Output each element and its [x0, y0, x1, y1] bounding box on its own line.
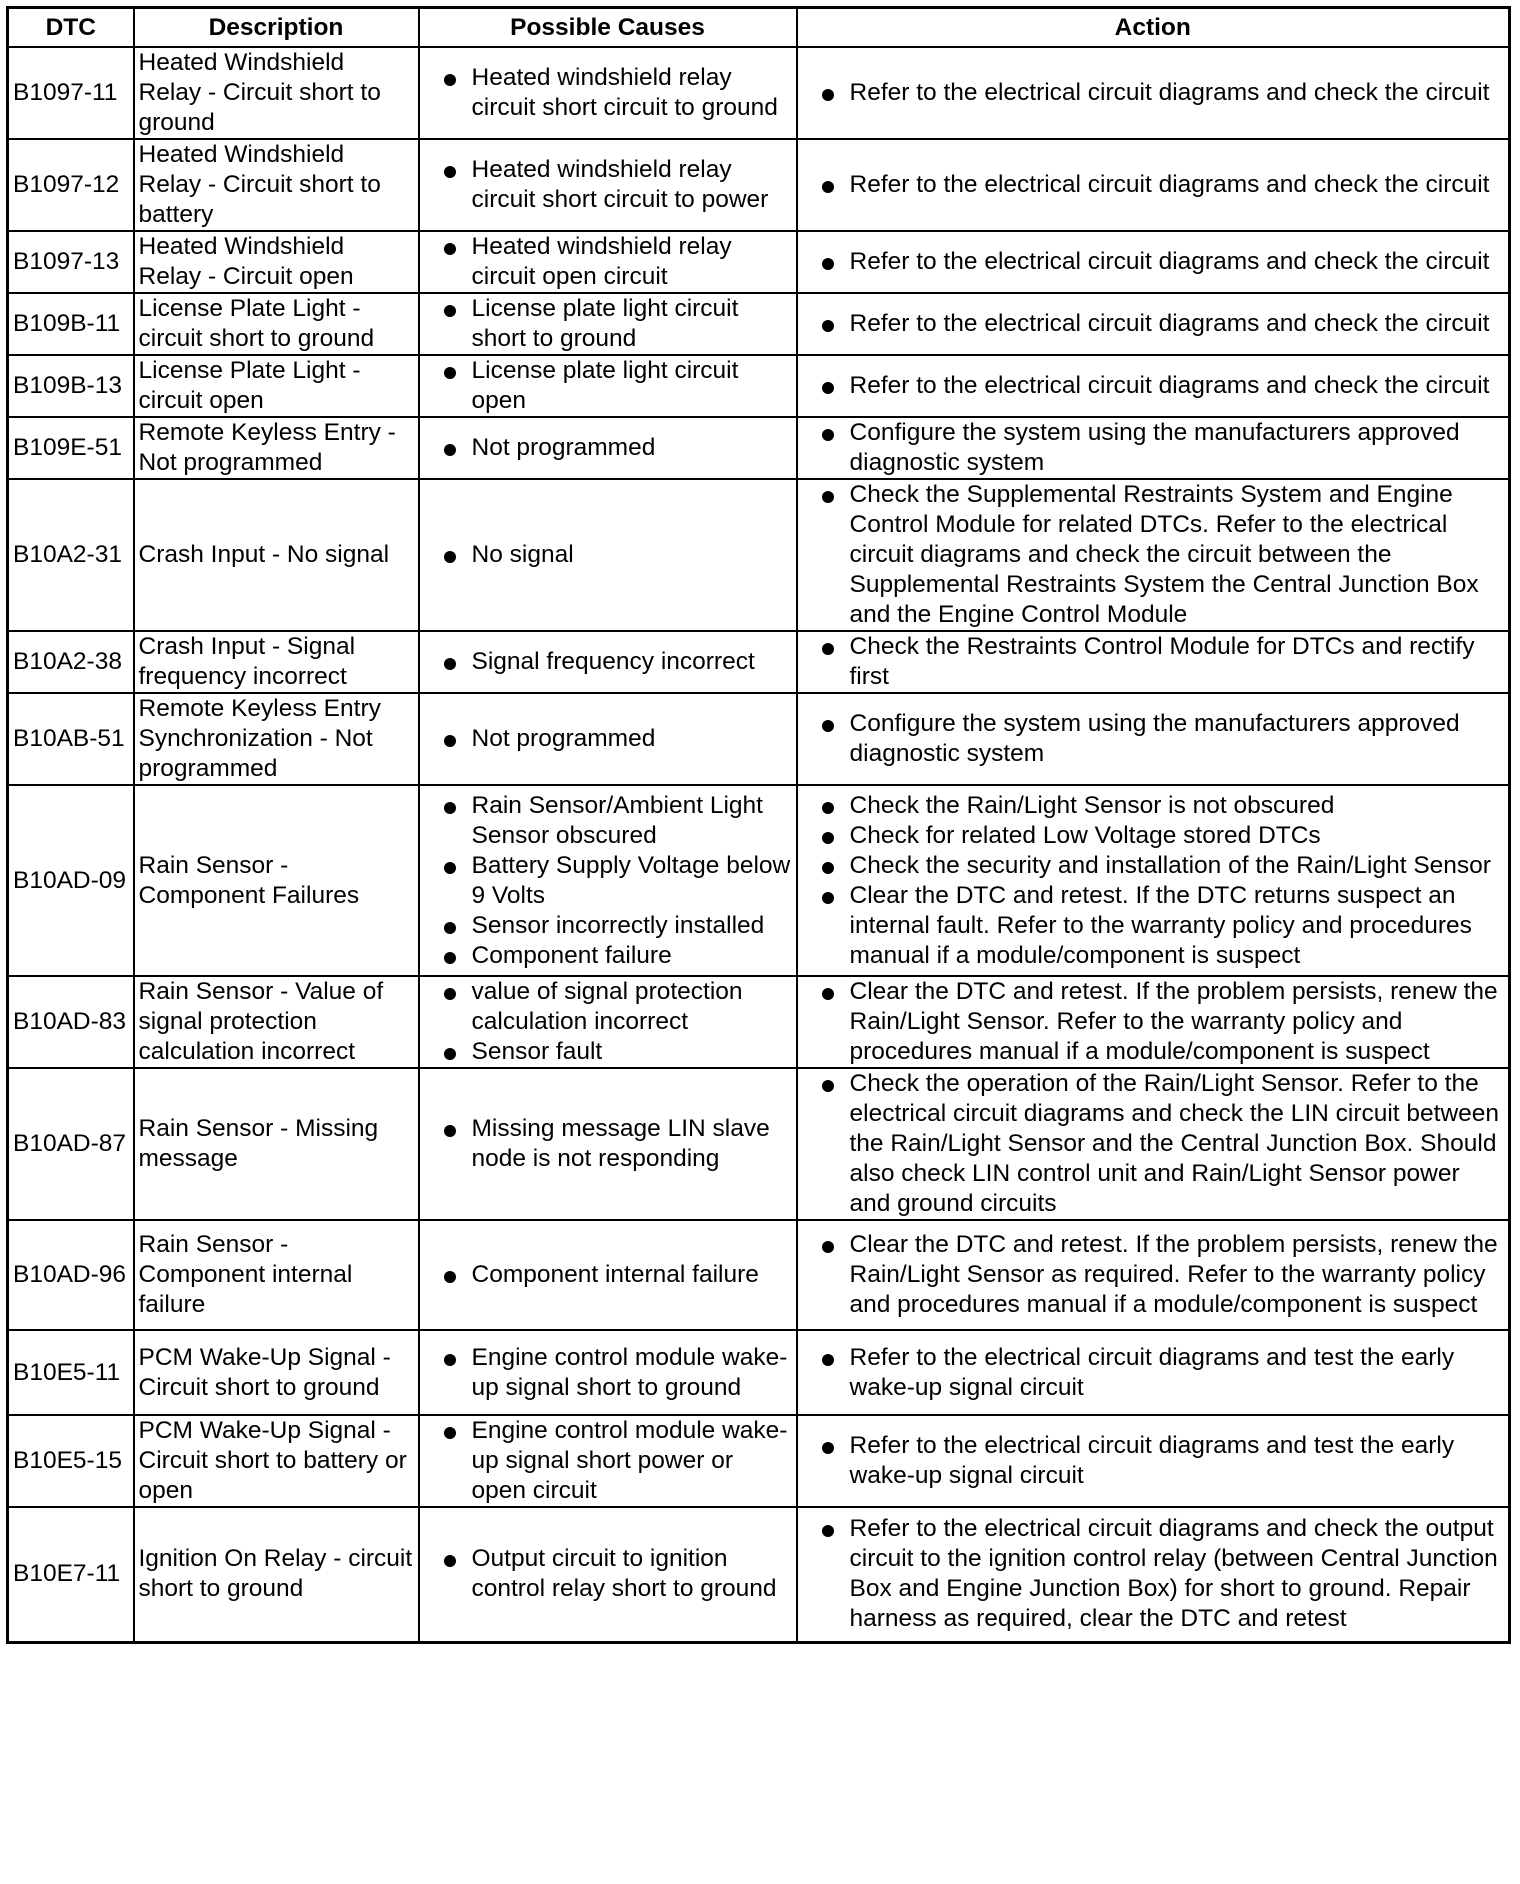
- dtc-code: B109E-51: [8, 417, 134, 479]
- action-item: Check the Rain/Light Sensor is not obscured: [802, 791, 1505, 821]
- action-list: [802, 78, 1505, 108]
- possible-causes-list: [424, 1114, 792, 1174]
- action-item: Check the security and installation of the Rain/Light Sensor: [802, 851, 1505, 881]
- action-cell: [797, 785, 1510, 976]
- possible-causes-cell: [419, 355, 797, 417]
- dtc-description: Heated Windshield Relay - Circuit short to battery: [134, 139, 419, 231]
- dtc-code: B10A2-31: [8, 479, 134, 631]
- action-cell: [797, 1330, 1510, 1415]
- possible-causes-cell: [419, 693, 797, 785]
- dtc-code: B109B-13: [8, 355, 134, 417]
- dtc-code: B10E5-15: [8, 1415, 134, 1507]
- action-cell: [797, 47, 1510, 139]
- dtc-table-container: [6, 6, 1511, 1644]
- dtc-code: B10AB-51: [8, 693, 134, 785]
- table-row: [8, 976, 1510, 1068]
- possible-causes-cell: [419, 1330, 797, 1415]
- possible-causes-cell: [419, 631, 797, 693]
- action-item: Clear the DTC and retest. If the DTC returns suspect an internal fault. Refer to the warranty policy and procedures manual if a module/component is suspect: [802, 881, 1505, 971]
- possible-causes-cell: [419, 1220, 797, 1330]
- dtc-code: B10AD-87: [8, 1068, 134, 1220]
- dtc-description: PCM Wake-Up Signal - Circuit short to battery or open: [134, 1415, 419, 1507]
- dtc-description: Rain Sensor - Value of signal protection calculation incorrect: [134, 976, 419, 1068]
- action-item: Refer to the electrical circuit diagrams and test the early wake-up signal circuit: [802, 1343, 1505, 1403]
- cause-item: Heated windshield relay circuit open circuit: [424, 232, 792, 292]
- action-list: [802, 480, 1505, 630]
- action-item: Configure the system using the manufacturers approved diagnostic system: [802, 418, 1505, 478]
- action-cell: [797, 1507, 1510, 1642]
- action-list: [802, 1343, 1505, 1403]
- dtc-code: B1097-11: [8, 47, 134, 139]
- cause-item: Heated windshield relay circuit short circuit to ground: [424, 63, 792, 123]
- action-cell: [797, 293, 1510, 355]
- table-row: [8, 1330, 1510, 1415]
- dtc-description: PCM Wake-Up Signal - Circuit short to ground: [134, 1330, 419, 1415]
- dtc-description: Rain Sensor - Component internal failure: [134, 1220, 419, 1330]
- action-list: [802, 1431, 1505, 1491]
- action-cell: [797, 1068, 1510, 1220]
- table-row: [8, 1068, 1510, 1220]
- dtc-description: License Plate Light - circuit short to ground: [134, 293, 419, 355]
- table-row: [8, 47, 1510, 139]
- possible-causes-list: [424, 977, 792, 1067]
- cause-item: Engine control module wake-up signal short to ground: [424, 1343, 792, 1403]
- possible-causes-list: [424, 724, 792, 754]
- cause-item: Missing message LIN slave node is not responding: [424, 1114, 792, 1174]
- action-cell: [797, 1220, 1510, 1330]
- cause-item: Output circuit to ignition control relay short to ground: [424, 1544, 792, 1604]
- dtc-code: B109B-11: [8, 293, 134, 355]
- action-item: Clear the DTC and retest. If the problem persists, renew the Rain/Light Sensor as required. Refer to the warranty policy and procedures manual if a module/component is suspect: [802, 1230, 1505, 1320]
- dtc-code: B10E5-11: [8, 1330, 134, 1415]
- possible-causes-list: [424, 540, 792, 570]
- cause-item: value of signal protection calculation incorrect: [424, 977, 792, 1037]
- table-row: [8, 785, 1510, 976]
- dtc-table: [6, 6, 1511, 1644]
- dtc-code: B1097-13: [8, 231, 134, 293]
- action-item: Check for related Low Voltage stored DTCs: [802, 821, 1505, 851]
- cause-item: Engine control module wake-up signal short power or open circuit: [424, 1416, 792, 1506]
- action-cell: [797, 417, 1510, 479]
- possible-causes-list: [424, 1260, 792, 1290]
- dtc-description: Ignition On Relay - circuit short to ground: [134, 1507, 419, 1642]
- dtc-description: Rain Sensor - Missing message: [134, 1068, 419, 1220]
- possible-causes-cell: [419, 293, 797, 355]
- action-list: [802, 977, 1505, 1067]
- action-list: [802, 309, 1505, 339]
- action-item: Configure the system using the manufacturers approved diagnostic system: [802, 709, 1505, 769]
- possible-causes-list: [424, 1544, 792, 1604]
- dtc-description: Heated Windshield Relay - Circuit short to ground: [134, 47, 419, 139]
- possible-causes-list: [424, 155, 792, 215]
- header-possible-causes: Possible Causes: [419, 8, 797, 48]
- possible-causes-cell: [419, 1068, 797, 1220]
- action-item: Check the Restraints Control Module for DTCs and rectify first: [802, 632, 1505, 692]
- dtc-code: B10E7-11: [8, 1507, 134, 1642]
- action-item: Refer to the electrical circuit diagrams and check the circuit: [802, 78, 1505, 108]
- possible-causes-cell: [419, 139, 797, 231]
- action-list: [802, 1514, 1505, 1634]
- action-list: [802, 371, 1505, 401]
- action-list: [802, 709, 1505, 769]
- cause-item: Component internal failure: [424, 1260, 792, 1290]
- action-item: Check the operation of the Rain/Light Sensor. Refer to the electrical circuit diagrams and check the LIN circuit between the Rain/Light Sensor and the Central Junction Box. Should also check LIN control unit and Rain/Light Sensor power and ground circuits: [802, 1069, 1505, 1219]
- action-item: Refer to the electrical circuit diagrams and test the early wake-up signal circuit: [802, 1431, 1505, 1491]
- header-dtc: DTC: [8, 8, 134, 48]
- dtc-description: Crash Input - No signal: [134, 479, 419, 631]
- possible-causes-list: [424, 791, 792, 971]
- table-row: [8, 693, 1510, 785]
- cause-item: License plate light circuit short to ground: [424, 294, 792, 354]
- possible-causes-list: [424, 1343, 792, 1403]
- action-cell: [797, 139, 1510, 231]
- table-row: [8, 479, 1510, 631]
- dtc-code: B10AD-09: [8, 785, 134, 976]
- action-cell: [797, 479, 1510, 631]
- dtc-code: B1097-12: [8, 139, 134, 231]
- table-row: [8, 417, 1510, 479]
- dtc-description: License Plate Light - circuit open: [134, 355, 419, 417]
- possible-causes-cell: [419, 976, 797, 1068]
- possible-causes-cell: [419, 785, 797, 976]
- possible-causes-list: [424, 1416, 792, 1506]
- cause-item: Not programmed: [424, 433, 792, 463]
- dtc-description: Remote Keyless Entry Synchronization - Not programmed: [134, 693, 419, 785]
- cause-item: License plate light circuit open: [424, 356, 792, 416]
- cause-item: Signal frequency incorrect: [424, 647, 792, 677]
- possible-causes-list: [424, 63, 792, 123]
- table-row: [8, 1415, 1510, 1507]
- table-row: [8, 231, 1510, 293]
- action-cell: [797, 976, 1510, 1068]
- action-list: [802, 632, 1505, 692]
- action-list: [802, 418, 1505, 478]
- table-row: [8, 355, 1510, 417]
- possible-causes-cell: [419, 417, 797, 479]
- cause-item: No signal: [424, 540, 792, 570]
- action-cell: [797, 231, 1510, 293]
- table-row: [8, 293, 1510, 355]
- cause-item: Rain Sensor/Ambient Light Sensor obscured: [424, 791, 792, 851]
- table-header-row: [8, 8, 1510, 48]
- action-list: [802, 247, 1505, 277]
- action-cell: [797, 693, 1510, 785]
- dtc-description: Remote Keyless Entry - Not programmed: [134, 417, 419, 479]
- cause-item: Not programmed: [424, 724, 792, 754]
- action-list: [802, 791, 1505, 971]
- action-cell: [797, 1415, 1510, 1507]
- dtc-description: Rain Sensor - Component Failures: [134, 785, 419, 976]
- possible-causes-cell: [419, 1415, 797, 1507]
- action-cell: [797, 631, 1510, 693]
- possible-causes-list: [424, 356, 792, 416]
- action-list: [802, 1230, 1505, 1320]
- possible-causes-list: [424, 294, 792, 354]
- possible-causes-cell: [419, 231, 797, 293]
- action-item: Refer to the electrical circuit diagrams and check the circuit: [802, 309, 1505, 339]
- header-description: Description: [134, 8, 419, 48]
- dtc-code: B10AD-96: [8, 1220, 134, 1330]
- cause-item: Battery Supply Voltage below 9 Volts: [424, 851, 792, 911]
- action-list: [802, 170, 1505, 200]
- table-row: [8, 1220, 1510, 1330]
- action-item: Check the Supplemental Restraints System and Engine Control Module for related DTCs. Refer to the electrical circuit diagrams and check the circuit between the Supplemental Restraints System the Central Junction Box and the Engine Control Module: [802, 480, 1505, 630]
- cause-item: Sensor fault: [424, 1037, 792, 1067]
- table-body: [8, 47, 1510, 1642]
- possible-causes-cell: [419, 47, 797, 139]
- possible-causes-list: [424, 232, 792, 292]
- dtc-description: Heated Windshield Relay - Circuit open: [134, 231, 419, 293]
- action-list: [802, 1069, 1505, 1219]
- dtc-code: B10AD-83: [8, 976, 134, 1068]
- table-row: [8, 1507, 1510, 1642]
- cause-item: Heated windshield relay circuit short circuit to power: [424, 155, 792, 215]
- action-item: Refer to the electrical circuit diagrams and check the circuit: [802, 247, 1505, 277]
- cause-item: Sensor incorrectly installed: [424, 911, 792, 941]
- cause-item: Component failure: [424, 941, 792, 971]
- table-row: [8, 631, 1510, 693]
- possible-causes-cell: [419, 1507, 797, 1642]
- action-item: Refer to the electrical circuit diagrams and check the circuit: [802, 371, 1505, 401]
- dtc-description: Crash Input - Signal frequency incorrect: [134, 631, 419, 693]
- possible-causes-list: [424, 647, 792, 677]
- possible-causes-cell: [419, 479, 797, 631]
- action-item: Refer to the electrical circuit diagrams and check the circuit: [802, 170, 1505, 200]
- dtc-code: B10A2-38: [8, 631, 134, 693]
- action-item: Clear the DTC and retest. If the problem persists, renew the Rain/Light Sensor. Refer to the warranty policy and procedures manual if a module/component is suspect: [802, 977, 1505, 1067]
- header-action: Action: [797, 8, 1510, 48]
- action-item: Refer to the electrical circuit diagrams and check the output circuit to the ignition control relay (between Central Junction Box and Engine Junction Box) for short to ground. Repair harness as required, clear the DTC and retest: [802, 1514, 1505, 1634]
- possible-causes-list: [424, 433, 792, 463]
- action-cell: [797, 355, 1510, 417]
- table-row: [8, 139, 1510, 231]
